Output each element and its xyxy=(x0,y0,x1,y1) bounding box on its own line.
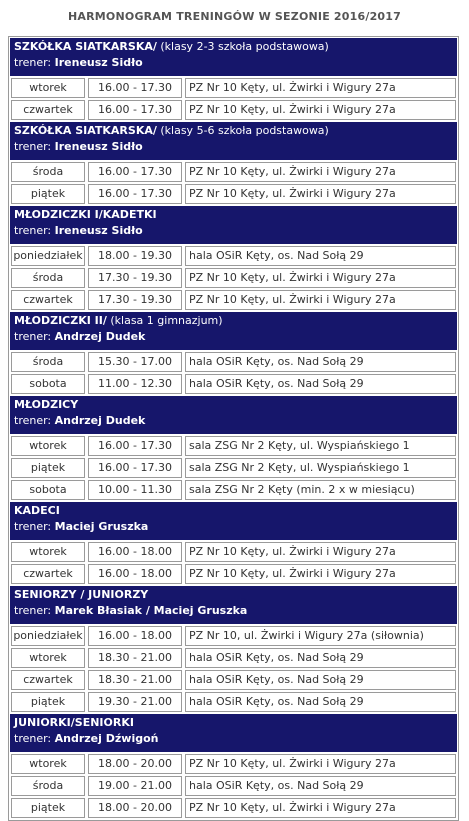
day-cell: poniedziałek xyxy=(11,246,85,266)
group-name: MŁODZICZKI I/KADETKI xyxy=(14,208,157,221)
table-row xyxy=(11,648,456,668)
time-cell: 16.00 - 18.00 xyxy=(88,564,182,584)
trainer-label: trener: xyxy=(14,732,55,745)
group xyxy=(9,396,458,500)
place-cell: hala OSiR Kęty, os. Nad Sołą 29 xyxy=(185,648,456,668)
trainer-label: trener: xyxy=(14,414,55,427)
time-cell: 19.00 - 21.00 xyxy=(88,776,182,796)
time-cell: 11.00 - 12.30 xyxy=(88,374,182,394)
group-name: SENIORZY / JUNIORZY xyxy=(14,588,149,601)
table-row xyxy=(11,754,456,774)
group-header xyxy=(10,38,457,76)
time-cell: 16.00 - 18.00 xyxy=(88,626,182,646)
day-cell: czwartek xyxy=(11,564,85,584)
group-name: MŁODZICY xyxy=(14,398,79,411)
trainer-name: Maciej Gruszka xyxy=(54,520,149,533)
group xyxy=(9,586,458,712)
table-row xyxy=(11,542,456,562)
trainer-label: trener: xyxy=(14,330,55,343)
place-cell: PZ Nr 10 Kęty, ul. Żwirki i Wigury 27a xyxy=(185,184,456,204)
group xyxy=(9,312,458,394)
place-cell: PZ Nr 10 Kęty, ul. Żwirki i Wigury 27a xyxy=(185,268,456,288)
place-cell: PZ Nr 10 Kęty, ul. Żwirki i Wigury 27a xyxy=(185,290,456,310)
place-cell: hala OSiR Kęty, os. Nad Sołą 29 xyxy=(185,246,456,266)
group-note: (klasy 2-3 szkoła podstawowa) xyxy=(156,40,329,53)
group xyxy=(9,122,458,204)
time-cell: 18.30 - 21.00 xyxy=(88,670,182,690)
table-row xyxy=(11,436,456,456)
day-cell: czwartek xyxy=(11,290,85,310)
group-note: (klasy 5-6 szkoła podstawowa) xyxy=(156,124,329,137)
place-cell: hala OSiR Kęty, os. Nad Sołą 29 xyxy=(185,776,456,796)
group-header xyxy=(10,586,457,624)
day-cell: czwartek xyxy=(11,670,85,690)
group xyxy=(9,38,458,120)
day-cell: środa xyxy=(11,162,85,182)
group-name: SZKÓŁKA SIATKARSKA/ xyxy=(14,124,157,137)
table-row xyxy=(11,776,456,796)
place-cell: PZ Nr 10 Kęty, ul. Żwirki i Wigury 27a xyxy=(185,162,456,182)
day-cell: środa xyxy=(11,776,85,796)
day-cell: piątek xyxy=(11,798,85,818)
schedule-table xyxy=(8,36,459,821)
time-cell: 16.00 - 18.00 xyxy=(88,542,182,562)
time-cell: 10.00 - 11.30 xyxy=(88,480,182,500)
day-cell: poniedziałek xyxy=(11,626,85,646)
place-cell: hala OSiR Kęty, os. Nad Sołą 29 xyxy=(185,692,456,712)
day-cell: wtorek xyxy=(11,78,85,98)
group-header xyxy=(10,714,457,752)
group-header xyxy=(10,312,457,350)
trainer-name: Andrzej Dźwigoń xyxy=(54,732,159,745)
time-cell: 15.30 - 17.00 xyxy=(88,352,182,372)
day-cell: wtorek xyxy=(11,648,85,668)
table-row xyxy=(11,564,456,584)
day-cell: wtorek xyxy=(11,542,85,562)
group-note: (klasa 1 gimnazjum) xyxy=(106,314,223,327)
time-cell: 16.00 - 17.30 xyxy=(88,78,182,98)
time-cell: 16.00 - 17.30 xyxy=(88,184,182,204)
group-header xyxy=(10,206,457,244)
trainer-name: Ireneusz Sidło xyxy=(54,140,143,153)
table-row xyxy=(11,352,456,372)
place-cell: hala OSiR Kęty, os. Nad Sołą 29 xyxy=(185,374,456,394)
place-cell: PZ Nr 10 Kęty, ul. Żwirki i Wigury 27a xyxy=(185,100,456,120)
page-title: HARMONOGRAM TRENINGÓW W SEZONIE 2016/2017 xyxy=(68,10,401,23)
time-cell: 16.00 - 17.30 xyxy=(88,100,182,120)
place-cell: sala ZSG Nr 2 Kęty (min. 2 x w miesiącu) xyxy=(185,480,456,500)
trainer-name: Andrzej Dudek xyxy=(54,414,146,427)
group-name: SZKÓŁKA SIATKARSKA/ xyxy=(14,40,157,53)
table-row xyxy=(11,162,456,182)
day-cell: środa xyxy=(11,352,85,372)
trainer-name: Andrzej Dudek xyxy=(54,330,146,343)
trainer-label: trener: xyxy=(14,604,55,617)
group xyxy=(9,714,458,818)
table-row xyxy=(11,458,456,478)
time-cell: 16.00 - 17.30 xyxy=(88,162,182,182)
group-header xyxy=(10,502,457,540)
group-name: JUNIORKI/SENIORKI xyxy=(14,716,134,729)
table-row xyxy=(11,692,456,712)
table-row xyxy=(11,798,456,818)
group-header xyxy=(10,122,457,160)
time-cell: 18.30 - 21.00 xyxy=(88,648,182,668)
trainer-name: Marek Błasiak / Maciej Gruszka xyxy=(54,604,248,617)
place-cell: PZ Nr 10 Kęty, ul. Żwirki i Wigury 27a xyxy=(185,542,456,562)
table-row xyxy=(11,246,456,266)
table-row xyxy=(11,78,456,98)
place-cell: PZ Nr 10 Kęty, ul. Żwirki i Wigury 27a xyxy=(185,78,456,98)
trainer-name: Ireneusz Sidło xyxy=(54,224,143,237)
place-cell: hala OSiR Kęty, os. Nad Sołą 29 xyxy=(185,670,456,690)
time-cell: 18.00 - 20.00 xyxy=(88,798,182,818)
time-cell: 17.30 - 19.30 xyxy=(88,268,182,288)
group-header xyxy=(10,396,457,434)
trainer-label: trener: xyxy=(14,224,55,237)
trainer-label: trener: xyxy=(14,56,55,69)
place-cell: PZ Nr 10 Kęty, ul. Żwirki i Wigury 27a xyxy=(185,564,456,584)
table-row xyxy=(11,290,456,310)
time-cell: 16.00 - 17.30 xyxy=(88,436,182,456)
day-cell: sobota xyxy=(11,374,85,394)
table-row xyxy=(11,100,456,120)
time-cell: 18.00 - 19.30 xyxy=(88,246,182,266)
group-name: KADECI xyxy=(14,504,60,517)
time-cell: 16.00 - 17.30 xyxy=(88,458,182,478)
place-cell: hala OSiR Kęty, os. Nad Sołą 29 xyxy=(185,352,456,372)
day-cell: środa xyxy=(11,268,85,288)
day-cell: piątek xyxy=(11,458,85,478)
time-cell: 17.30 - 19.30 xyxy=(88,290,182,310)
group-name: MŁODZICZKI II/ xyxy=(14,314,107,327)
time-cell: 18.00 - 20.00 xyxy=(88,754,182,774)
trainer-label: trener: xyxy=(14,140,55,153)
trainer-label: trener: xyxy=(14,520,55,533)
table-row xyxy=(11,670,456,690)
time-cell: 19.30 - 21.00 xyxy=(88,692,182,712)
day-cell: czwartek xyxy=(11,100,85,120)
day-cell: wtorek xyxy=(11,436,85,456)
table-row xyxy=(11,268,456,288)
place-cell: sala ZSG Nr 2 Kęty, ul. Wyspiańskiego 1 xyxy=(185,436,456,456)
day-cell: wtorek xyxy=(11,754,85,774)
table-row xyxy=(11,184,456,204)
place-cell: PZ Nr 10 Kęty, ul. Żwirki i Wigury 27a xyxy=(185,798,456,818)
group xyxy=(9,206,458,310)
day-cell: piątek xyxy=(11,184,85,204)
day-cell: sobota xyxy=(11,480,85,500)
place-cell: PZ Nr 10 Kęty, ul. Żwirki i Wigury 27a xyxy=(185,754,456,774)
table-row xyxy=(11,480,456,500)
table-row xyxy=(11,374,456,394)
day-cell: piątek xyxy=(11,692,85,712)
place-cell: PZ Nr 10, ul. Żwirki i Wigury 27a (siłownia) xyxy=(185,626,456,646)
table-row xyxy=(11,626,456,646)
place-cell: sala ZSG Nr 2 Kęty, ul. Wyspiańskiego 1 xyxy=(185,458,456,478)
trainer-name: Ireneusz Sidło xyxy=(54,56,143,69)
group xyxy=(9,502,458,584)
